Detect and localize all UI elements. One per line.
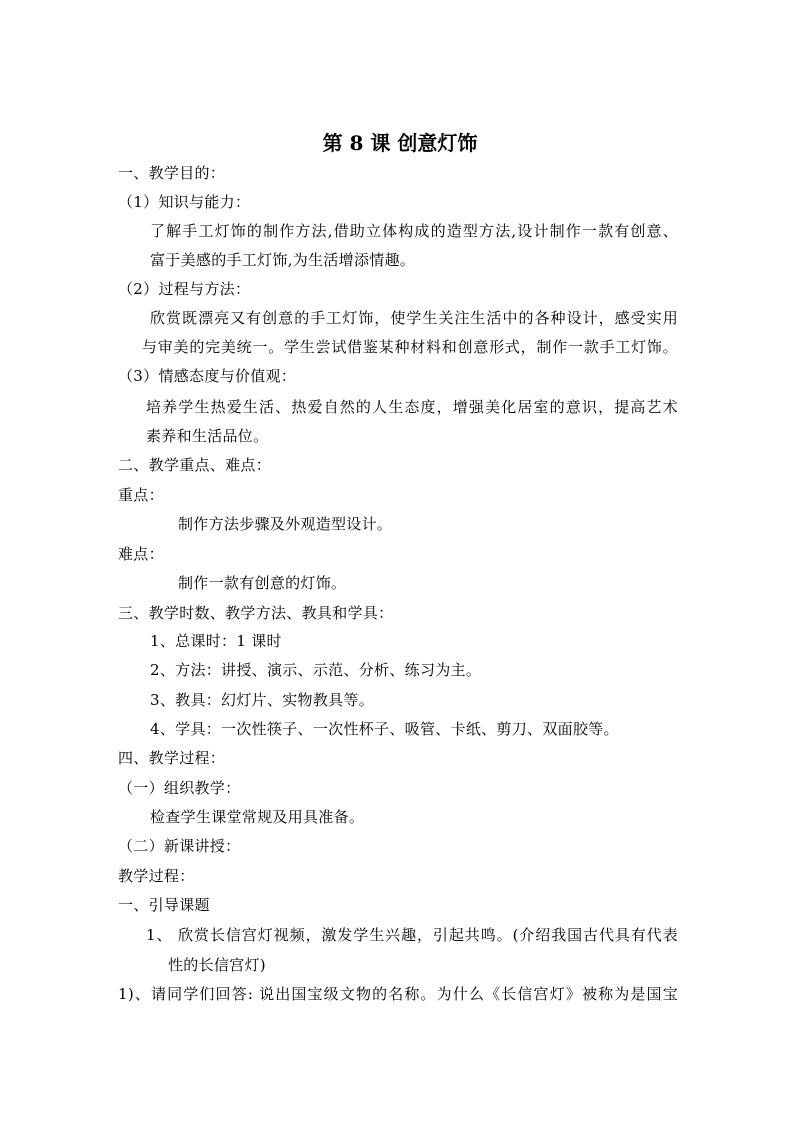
paragraph-line: 性的长信宫灯) — [168, 956, 266, 974]
section-heading-hours-methods: 三、教学时数、教学方法、教具和学具： — [118, 604, 394, 622]
paragraph-line: 1)、请同学们回答: 说出国宝级文物的名称。为什么《长信宫灯》被称为是国宝 — [118, 985, 678, 1003]
list-item: 1、总课时：1 课时 — [150, 632, 282, 650]
label-teaching-process: 教学过程： — [118, 867, 195, 885]
label-difficulty: 难点： — [118, 545, 164, 563]
subheading-new-lesson: （二）新课讲授： — [118, 837, 241, 855]
label-key-point: 重点： — [118, 486, 164, 504]
section-heading-objectives: 一、教学目的： — [118, 164, 226, 182]
paragraph-line: 制作方法步骤及外观造型设计。 — [178, 515, 393, 533]
list-item: 1、 欣赏长信宫灯视频，激发学生兴趣，引起共鸣。(介绍我国古代具有代表 — [146, 926, 678, 944]
section-heading-process: 四、教学过程： — [118, 749, 226, 767]
page-title: 第 8 课 创意灯饰 — [322, 131, 478, 155]
subheading-knowledge: （1）知识与能力： — [118, 193, 251, 211]
paragraph-line: 与审美的完美统一。学生尝试借鉴某种材料和创意形式，制作一款手工灯饰。 — [142, 338, 678, 356]
paragraph-line: 培养学生热爱生活、热爱自然的人生态度，增强美化居室的意识，提高艺术 — [146, 398, 678, 416]
subheading-process: （2）过程与方法： — [118, 280, 251, 298]
list-item: 3、教具：幻灯片、实物教具等。 — [150, 691, 375, 709]
section-heading-key-points: 二、教学重点、难点： — [118, 456, 272, 474]
paragraph-line: 了解手工灯饰的制作方法,借助立体构成的造型方法,设计制作一款有创意、 — [150, 222, 678, 240]
paragraph-line: 欣赏既漂亮又有创意的手工灯饰，使学生关注生活中的各种设计，感受实用 — [150, 309, 678, 327]
subheading-attitude: （3）情感态度与价值观： — [118, 367, 297, 385]
paragraph-line: 制作一款有创意的灯饰。 — [178, 574, 347, 592]
paragraph-line: 素养和生活品位。 — [146, 427, 269, 445]
paragraph-line: 富于美感的手工灯饰,为生活增添情趣。 — [150, 251, 416, 269]
list-item: 4、学具：一次性筷子、一次性杯子、吸管、卡纸、剪刀、双面胶等。 — [150, 720, 619, 738]
subheading-intro: 一、引导课题 — [118, 896, 210, 914]
list-item: 2、方法：讲授、演示、示范、分析、练习为主。 — [150, 661, 482, 679]
paragraph-line: 检查学生课堂常规及用具准备。 — [150, 808, 365, 826]
subheading-organize: （一）组织教学： — [118, 779, 241, 797]
